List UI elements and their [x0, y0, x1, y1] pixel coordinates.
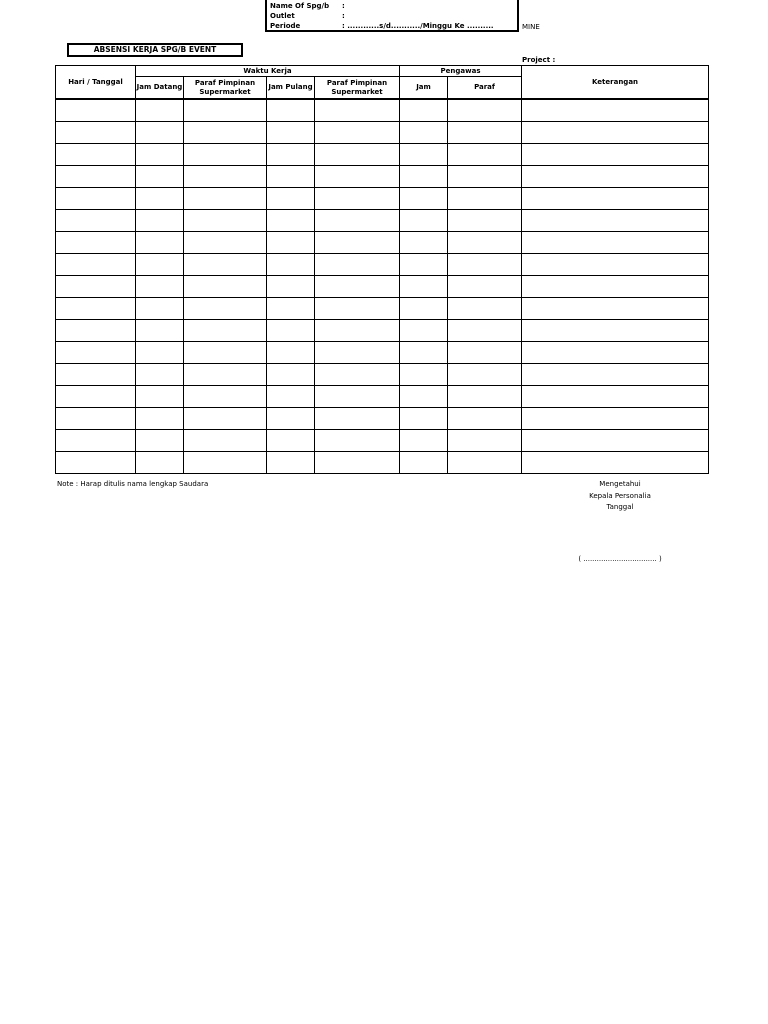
- table-cell[interactable]: [184, 254, 267, 276]
- table-cell[interactable]: [136, 99, 184, 122]
- table-cell[interactable]: [56, 188, 136, 210]
- table-cell[interactable]: [315, 144, 400, 166]
- table-row: [56, 210, 709, 232]
- sign-kepala-personalia: Kepala Personalia: [589, 492, 651, 500]
- table-cell[interactable]: [400, 430, 448, 452]
- table-cell[interactable]: [184, 298, 267, 320]
- table-cell[interactable]: [522, 386, 709, 408]
- table-cell[interactable]: [315, 452, 400, 474]
- table-row: [56, 298, 709, 320]
- table-cell[interactable]: [522, 364, 709, 386]
- table-cell[interactable]: [267, 254, 315, 276]
- table-cell[interactable]: [400, 122, 448, 144]
- table-cell[interactable]: [56, 122, 136, 144]
- table-cell[interactable]: [56, 144, 136, 166]
- table-cell[interactable]: [56, 210, 136, 232]
- table-cell[interactable]: [448, 122, 522, 144]
- table-cell[interactable]: [448, 188, 522, 210]
- table-cell[interactable]: [136, 276, 184, 298]
- table-cell[interactable]: [522, 144, 709, 166]
- table-cell[interactable]: [448, 99, 522, 122]
- table-cell[interactable]: [184, 364, 267, 386]
- table-cell[interactable]: [56, 430, 136, 452]
- table-cell[interactable]: [184, 452, 267, 474]
- attendance-table: [55, 65, 709, 474]
- table-cell[interactable]: [136, 386, 184, 408]
- header-paraf-pimpinan-2: Paraf Pimpinan Supermarket: [315, 77, 400, 100]
- table-cell[interactable]: [267, 122, 315, 144]
- table-cell[interactable]: [448, 408, 522, 430]
- table-cell[interactable]: [136, 144, 184, 166]
- table-cell[interactable]: [267, 430, 315, 452]
- table-cell[interactable]: [315, 166, 400, 188]
- project-label: Project :: [522, 56, 556, 64]
- table-cell[interactable]: [448, 254, 522, 276]
- table-cell[interactable]: [56, 254, 136, 276]
- table-row: [56, 320, 709, 342]
- table-cell[interactable]: [315, 188, 400, 210]
- sign-tanggal: Tanggal: [606, 503, 634, 511]
- table-cell[interactable]: [400, 99, 448, 122]
- table-cell[interactable]: [400, 298, 448, 320]
- table-cell[interactable]: [267, 364, 315, 386]
- table-cell[interactable]: [522, 408, 709, 430]
- table-cell[interactable]: [315, 254, 400, 276]
- table-cell[interactable]: [184, 166, 267, 188]
- table-cell[interactable]: [400, 144, 448, 166]
- table-cell[interactable]: [56, 408, 136, 430]
- table-cell[interactable]: [522, 342, 709, 364]
- table-cell[interactable]: [184, 342, 267, 364]
- table-cell[interactable]: [56, 166, 136, 188]
- table-cell[interactable]: [184, 210, 267, 232]
- table-cell[interactable]: [56, 320, 136, 342]
- table-cell[interactable]: [267, 408, 315, 430]
- table-cell[interactable]: [136, 452, 184, 474]
- note-text: Note : Harap ditulis nama lengkap Saudara: [57, 480, 209, 488]
- table-cell[interactable]: [522, 276, 709, 298]
- table-row: [56, 342, 709, 364]
- table-cell[interactable]: [315, 386, 400, 408]
- table-row: [56, 364, 709, 386]
- table-cell[interactable]: [56, 298, 136, 320]
- table-cell[interactable]: [56, 99, 136, 122]
- table-cell[interactable]: [400, 452, 448, 474]
- table-cell[interactable]: [136, 122, 184, 144]
- table-cell[interactable]: [56, 342, 136, 364]
- table-cell[interactable]: [400, 254, 448, 276]
- table-cell[interactable]: [400, 342, 448, 364]
- table-row: [56, 452, 709, 474]
- table-cell[interactable]: [184, 144, 267, 166]
- table-cell[interactable]: [400, 276, 448, 298]
- header-paraf-pimpinan-1: Paraf Pimpinan Supermarket: [184, 77, 267, 100]
- table-cell[interactable]: [184, 232, 267, 254]
- table-cell[interactable]: [315, 210, 400, 232]
- table-cell[interactable]: [448, 144, 522, 166]
- table-cell[interactable]: [136, 254, 184, 276]
- table-row: [56, 254, 709, 276]
- sign-mengetahui: Mengetahui: [599, 480, 641, 488]
- table-cell[interactable]: [448, 276, 522, 298]
- info-outlet-row: [270, 11, 345, 21]
- name-value[interactable]: :: [342, 2, 345, 10]
- table-cell[interactable]: [267, 99, 315, 122]
- table-cell[interactable]: [56, 276, 136, 298]
- outlet-value[interactable]: :: [342, 12, 345, 20]
- table-cell[interactable]: [448, 386, 522, 408]
- table-cell[interactable]: [267, 342, 315, 364]
- table-row: [56, 232, 709, 254]
- table-row: [56, 276, 709, 298]
- table-cell[interactable]: [315, 122, 400, 144]
- table-cell[interactable]: [315, 320, 400, 342]
- table-cell[interactable]: [136, 342, 184, 364]
- table-cell[interactable]: [136, 364, 184, 386]
- table-cell[interactable]: [448, 342, 522, 364]
- table-body: [56, 99, 709, 474]
- table-cell[interactable]: [448, 210, 522, 232]
- table-cell[interactable]: [136, 210, 184, 232]
- table-cell[interactable]: [136, 188, 184, 210]
- header-hari-tanggal: Hari / Tanggal: [56, 66, 136, 100]
- table-cell[interactable]: [522, 232, 709, 254]
- table-cell[interactable]: [136, 320, 184, 342]
- info-name-row: [270, 1, 345, 11]
- table-cell[interactable]: [400, 232, 448, 254]
- info-box: [265, 0, 519, 32]
- periode-value[interactable]: : ............s/d.........../Minggu Ke ..........: [342, 22, 494, 30]
- table-cell[interactable]: [400, 320, 448, 342]
- table-cell[interactable]: [184, 99, 267, 122]
- table-cell[interactable]: [522, 188, 709, 210]
- table-cell[interactable]: [184, 188, 267, 210]
- table-row: [56, 188, 709, 210]
- table-row: [56, 144, 709, 166]
- table-cell[interactable]: [400, 188, 448, 210]
- table-cell[interactable]: [522, 254, 709, 276]
- table-cell[interactable]: [522, 99, 709, 122]
- table-cell[interactable]: [522, 430, 709, 452]
- table-cell[interactable]: [267, 166, 315, 188]
- table-row: [56, 408, 709, 430]
- table-cell[interactable]: [267, 232, 315, 254]
- header-keterangan: Keterangan: [522, 66, 709, 100]
- table-row: [56, 386, 709, 408]
- table-cell[interactable]: [184, 320, 267, 342]
- table-cell[interactable]: [315, 232, 400, 254]
- periode-label: Periode: [270, 22, 301, 30]
- table-row: [56, 430, 709, 452]
- table-cell[interactable]: [448, 166, 522, 188]
- table-cell[interactable]: [315, 364, 400, 386]
- table-cell[interactable]: [184, 430, 267, 452]
- table-cell[interactable]: [315, 298, 400, 320]
- sign-name-line: ( ................................. ): [578, 555, 662, 563]
- table-cell[interactable]: [136, 298, 184, 320]
- table-row: [56, 99, 709, 122]
- table-cell[interactable]: [315, 408, 400, 430]
- table-cell[interactable]: [522, 210, 709, 232]
- table-cell[interactable]: [315, 430, 400, 452]
- table-cell[interactable]: [400, 364, 448, 386]
- table-cell[interactable]: [136, 232, 184, 254]
- table-cell[interactable]: [184, 408, 267, 430]
- header-jam: Jam: [400, 77, 448, 100]
- table-cell[interactable]: [56, 452, 136, 474]
- table-row: [56, 166, 709, 188]
- outlet-label: Outlet: [270, 12, 295, 20]
- table-cell[interactable]: [315, 342, 400, 364]
- table-cell[interactable]: [448, 320, 522, 342]
- table-cell[interactable]: [56, 386, 136, 408]
- table-cell[interactable]: [448, 298, 522, 320]
- form-title: ABSENSI KERJA SPG/B EVENT: [67, 43, 243, 57]
- header-paraf: Paraf: [448, 77, 522, 100]
- table-cell[interactable]: [267, 276, 315, 298]
- header-jam-datang: Jam Datang: [136, 77, 184, 100]
- table-cell[interactable]: [522, 122, 709, 144]
- name-label: Name Of Spg/b: [270, 2, 330, 10]
- table-cell[interactable]: [522, 298, 709, 320]
- header-pengawas: Pengawas: [400, 66, 522, 77]
- table-cell[interactable]: [267, 298, 315, 320]
- table-cell[interactable]: [184, 276, 267, 298]
- table-cell[interactable]: [136, 408, 184, 430]
- table-cell[interactable]: [267, 188, 315, 210]
- table-cell[interactable]: [136, 430, 184, 452]
- table-cell[interactable]: [522, 452, 709, 474]
- table-cell[interactable]: [448, 364, 522, 386]
- table-cell[interactable]: [184, 386, 267, 408]
- header-waktu-kerja: Waktu Kerja: [136, 66, 400, 77]
- mine-text: MINE: [522, 23, 540, 31]
- table-cell[interactable]: [184, 122, 267, 144]
- table-cell[interactable]: [56, 364, 136, 386]
- table-cell[interactable]: [267, 386, 315, 408]
- table-cell[interactable]: [267, 210, 315, 232]
- header-jam-pulang: Jam Pulang: [267, 77, 315, 100]
- table-cell[interactable]: [448, 232, 522, 254]
- table-row: [56, 122, 709, 144]
- table-cell[interactable]: [315, 276, 400, 298]
- table-cell[interactable]: [267, 144, 315, 166]
- table-cell[interactable]: [400, 408, 448, 430]
- table-cell[interactable]: [267, 320, 315, 342]
- table-cell[interactable]: [315, 99, 400, 122]
- table-cell[interactable]: [400, 386, 448, 408]
- table-cell[interactable]: [522, 166, 709, 188]
- table-cell[interactable]: [267, 452, 315, 474]
- table-cell[interactable]: [448, 430, 522, 452]
- info-periode-row: [270, 21, 494, 31]
- table-cell[interactable]: [136, 166, 184, 188]
- table-cell[interactable]: [400, 166, 448, 188]
- table-cell[interactable]: [448, 452, 522, 474]
- table-cell[interactable]: [522, 320, 709, 342]
- table-cell[interactable]: [56, 232, 136, 254]
- table-cell[interactable]: [400, 210, 448, 232]
